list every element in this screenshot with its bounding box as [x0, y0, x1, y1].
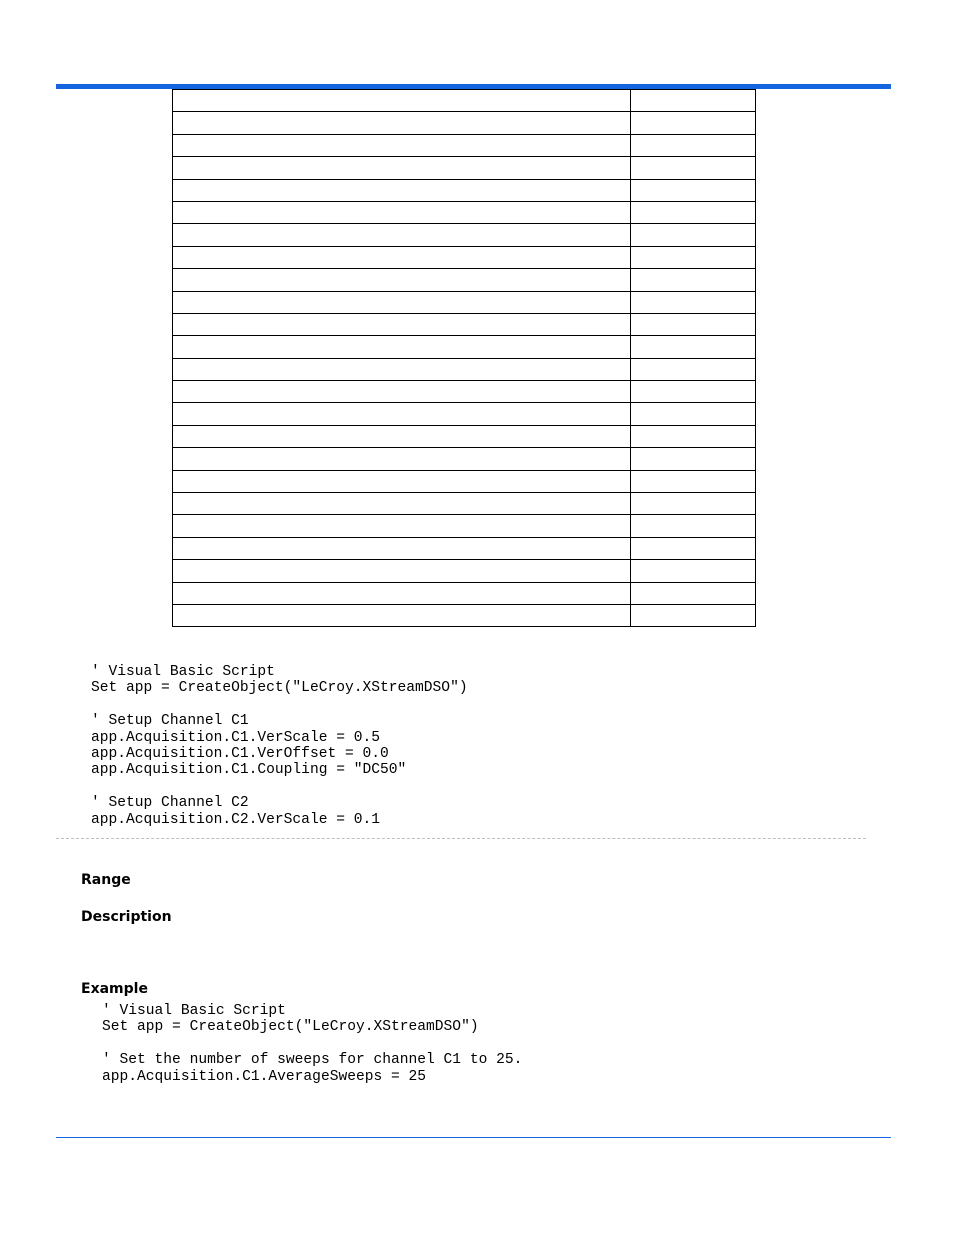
table-cell [173, 313, 631, 335]
table-cell [631, 358, 756, 380]
description-heading: Description [81, 909, 172, 925]
table-cell [173, 403, 631, 425]
table-row [173, 291, 756, 313]
table-cell [173, 493, 631, 515]
table-cell [631, 179, 756, 201]
table-cell [173, 134, 631, 156]
table-cell [173, 582, 631, 604]
table-row [173, 425, 756, 447]
table-row [173, 358, 756, 380]
table-cell [631, 313, 756, 335]
table-cell [173, 90, 631, 112]
table-row [173, 90, 756, 112]
table-cell [631, 403, 756, 425]
table-cell [631, 470, 756, 492]
table-cell [173, 269, 631, 291]
table-cell [631, 381, 756, 403]
table-row [173, 381, 756, 403]
table-row [173, 448, 756, 470]
table-row [173, 403, 756, 425]
table-row [173, 201, 756, 223]
table-row [173, 470, 756, 492]
properties-table [172, 89, 756, 627]
table-body [173, 90, 756, 627]
table-cell [631, 582, 756, 604]
section-separator [56, 838, 866, 839]
table-row [173, 112, 756, 134]
table-row [173, 157, 756, 179]
table-row [173, 269, 756, 291]
table-row [173, 224, 756, 246]
table-cell [631, 134, 756, 156]
table-cell [173, 381, 631, 403]
table-cell [173, 358, 631, 380]
table-row [173, 515, 756, 537]
table-row [173, 246, 756, 268]
table-row [173, 582, 756, 604]
table-cell [173, 604, 631, 626]
table-row [173, 313, 756, 335]
table-row [173, 560, 756, 582]
table-cell [173, 537, 631, 559]
code-block-setup-channels: ' Visual Basic Script Set app = CreateObject("LeCroy.XStreamDSO") ' Setup Channel C1 app.Acquisition.C1.VerScale = 0.5 app.Acquisition.C1.VerOffset = 0.0 app.Acquisition.C1.Coupling = "DC50" ' Setup Channel C2 app.Acquisition.C2.VerScale = 0.1 [91, 664, 468, 828]
table-cell [631, 560, 756, 582]
table-cell [173, 515, 631, 537]
table-row [173, 493, 756, 515]
table-row [173, 604, 756, 626]
table-row [173, 336, 756, 358]
table-cell [631, 157, 756, 179]
table-cell [631, 448, 756, 470]
footer-rule [56, 1137, 891, 1138]
code-block-example: ' Visual Basic Script Set app = CreateObject("LeCroy.XStreamDSO") ' Set the number of sweeps for channel C1 to 25. app.Acquisition.C1.AverageSweeps = 25 [102, 1003, 523, 1085]
table-cell [631, 90, 756, 112]
table-cell [631, 291, 756, 313]
example-heading: Example [81, 981, 148, 997]
table-row [173, 537, 756, 559]
table-cell [631, 515, 756, 537]
table-cell [173, 560, 631, 582]
table-cell [631, 493, 756, 515]
table-cell [631, 201, 756, 223]
table-cell [631, 537, 756, 559]
table-cell [173, 246, 631, 268]
table-cell [173, 157, 631, 179]
table-cell [631, 246, 756, 268]
table-cell [173, 425, 631, 447]
table-cell [173, 448, 631, 470]
table-cell [631, 336, 756, 358]
range-heading: Range [81, 872, 131, 888]
table-cell [631, 224, 756, 246]
table-cell [631, 112, 756, 134]
table-cell [631, 604, 756, 626]
table-cell [631, 425, 756, 447]
table-cell [173, 179, 631, 201]
table-row [173, 134, 756, 156]
table-cell [173, 224, 631, 246]
table-cell [173, 112, 631, 134]
table-cell [173, 291, 631, 313]
table-cell [173, 201, 631, 223]
table-cell [173, 336, 631, 358]
table-row [173, 179, 756, 201]
table-cell [173, 470, 631, 492]
table-cell [631, 269, 756, 291]
